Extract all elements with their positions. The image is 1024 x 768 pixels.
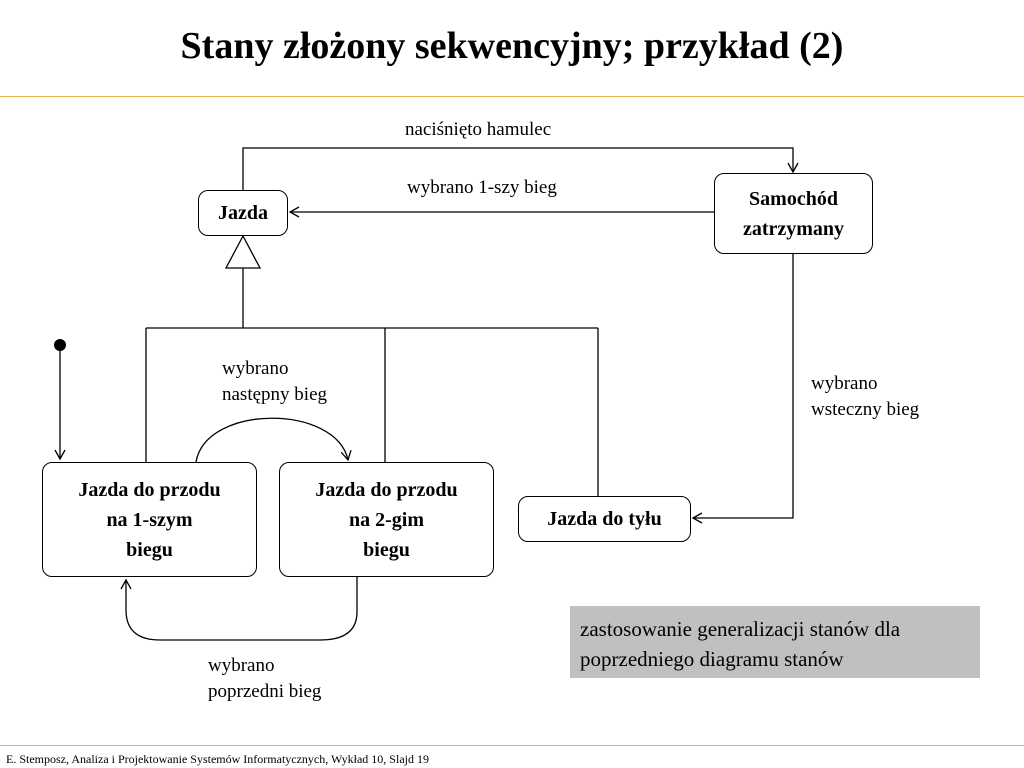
next-gear-transition [196,418,348,462]
note-line1: zastosowanie generalizacji stanów dla [580,617,901,641]
reverse-transition [693,253,793,518]
footer-divider [0,745,1024,746]
state-jazda-label: Jazda [218,202,268,224]
label-previous-gear-line1: wybrano [208,655,275,676]
slide-footer: E. Stemposz, Analiza i Projektowanie Systemów Informatycznych, Wykład 10, Slajd 19 [6,752,429,766]
label-reverse-gear-line2: wsteczny bieg [811,399,920,420]
state-reverse [518,496,691,542]
state-first-gear-line3: biegu [126,538,173,561]
state-second-gear-line3: biegu [363,538,410,561]
note-box [570,606,980,678]
label-next-gear-line1: wybrano [222,358,289,379]
previous-gear-transition [126,577,357,640]
state-first-gear-line1: Jazda do przodu [78,478,221,501]
state-first-gear-line2: na 1-szym [106,508,193,531]
state-jazda [198,190,288,236]
state-samochod-zatrzymany [714,173,873,254]
state-samochod-line2: zatrzymany [742,217,845,240]
initial-state-dot [54,339,66,351]
label-previous-gear [208,653,321,705]
state-second-gear [279,462,494,577]
label-first-gear-selected: wybrano 1-szy bieg [407,177,557,198]
label-reverse-gear [811,371,919,423]
label-reverse-gear-line1: wybrano [811,373,878,394]
label-next-gear-line2: następny bieg [222,384,328,405]
note-line2: poprzedniego diagramu stanów [580,647,844,671]
slide-title: Stany złożony sekwencyjny; przykład (2) [180,25,844,67]
label-next-gear [222,356,327,408]
generalization-triangle [226,236,260,268]
state-reverse-label: Jazda do tyłu [547,508,662,530]
label-brake: naciśnięto hamulec [405,119,552,140]
state-samochod-line1: Samochód [749,187,838,210]
state-first-gear [42,462,257,577]
label-previous-gear-line2: poprzedni bieg [208,681,322,702]
state-second-gear-line2: na 2-gim [349,508,424,531]
state-second-gear-line1: Jazda do przodu [315,478,458,501]
